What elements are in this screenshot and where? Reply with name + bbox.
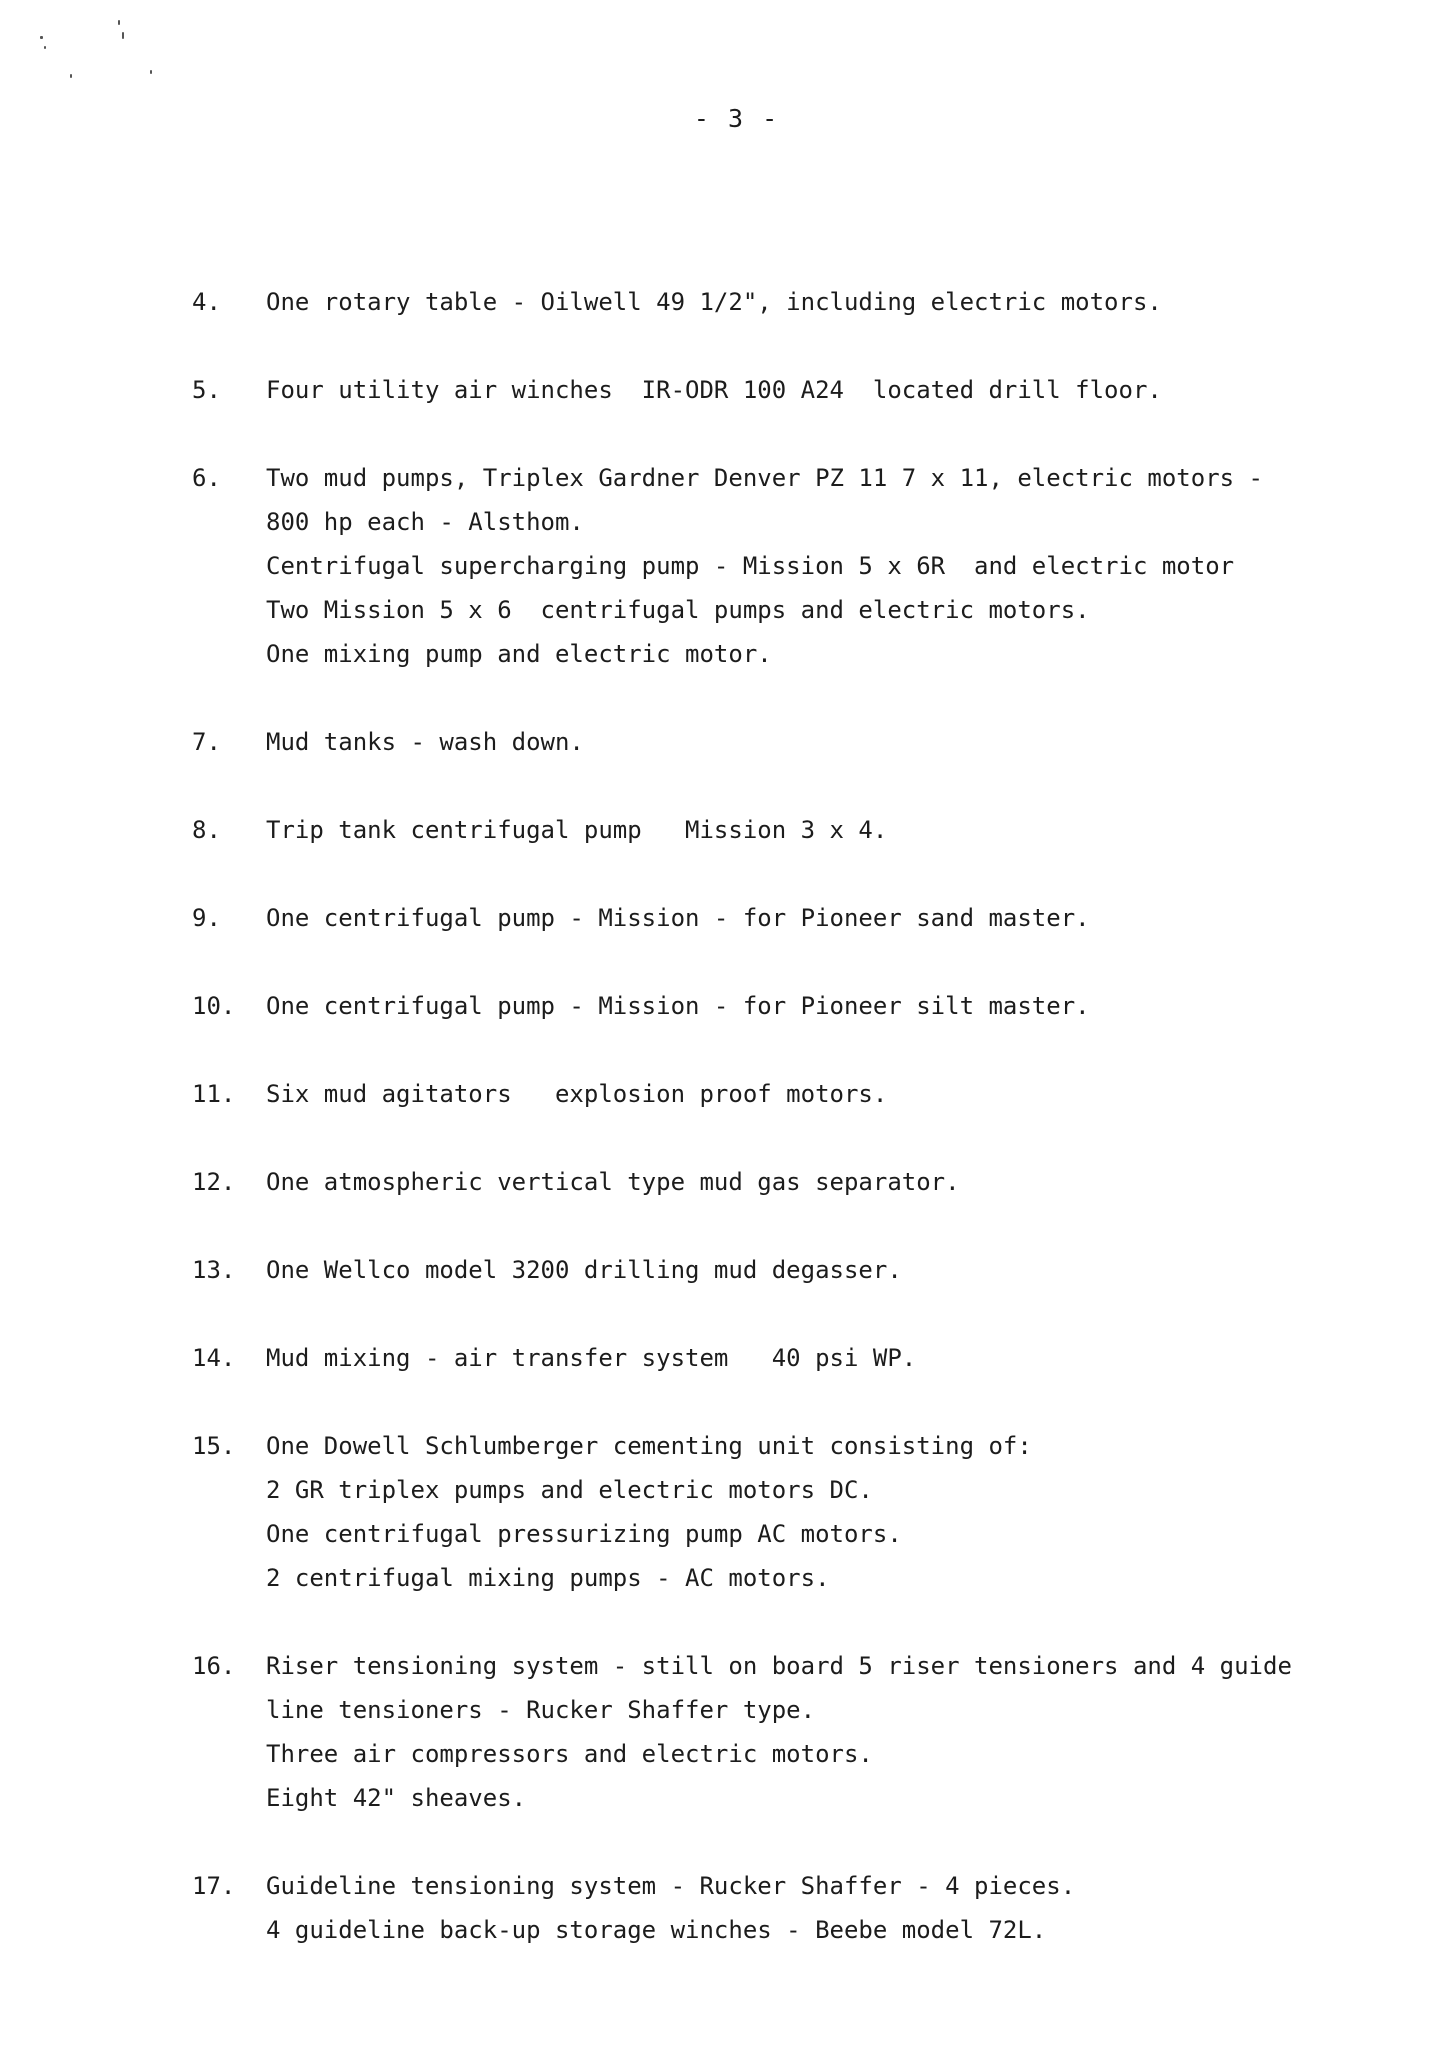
list-item <box>192 1424 1372 1600</box>
item-text <box>266 368 1372 412</box>
item-spacer <box>192 852 1372 896</box>
item-line: One atmospheric vertical type mud gas separator. <box>266 1168 960 1196</box>
item-line: Two Mission 5 x 6 centrifugal pumps and electric motors. <box>266 596 1090 624</box>
list-item <box>192 1864 1372 1952</box>
scan-speck <box>150 70 152 74</box>
item-spacer <box>192 412 1372 456</box>
list-item <box>192 984 1372 1028</box>
item-text <box>266 456 1372 676</box>
item-number: 6. <box>192 464 221 492</box>
list-item <box>192 1336 1372 1380</box>
item-number: 13. <box>192 1256 236 1284</box>
item-text <box>266 1336 1372 1380</box>
item-number: 11. <box>192 1080 236 1108</box>
item-line: 800 hp each - Alsthom. <box>266 508 584 536</box>
item-text <box>266 896 1372 940</box>
item-line: Riser tensioning system - still on board 5 riser tensioners and 4 guide <box>266 1652 1292 1680</box>
item-line: Centrifugal supercharging pump - Mission 5 x 6R and electric motor <box>266 552 1235 580</box>
item-line: One centrifugal pump - Mission - for Pioneer sand master. <box>266 904 1090 932</box>
item-spacer <box>192 1028 1372 1072</box>
item-line: One Wellco model 3200 drilling mud degasser. <box>266 1256 902 1284</box>
item-text <box>266 280 1372 324</box>
item-number: 9. <box>192 904 221 932</box>
scan-speck <box>40 36 43 39</box>
equipment-list <box>192 280 1372 1952</box>
item-text <box>266 1160 1372 1204</box>
item-number: 17. <box>192 1872 236 1900</box>
list-item <box>192 456 1372 676</box>
item-text <box>266 1644 1372 1820</box>
list-item <box>192 1160 1372 1204</box>
item-text <box>266 1864 1372 1952</box>
list-item <box>192 720 1372 764</box>
item-line: Eight 42" sheaves. <box>266 1784 527 1812</box>
item-line: line tensioners - Rucker Shaffer type. <box>266 1696 816 1724</box>
item-line: 4 guideline back-up storage winches - Beebe model 72L. <box>266 1916 1047 1944</box>
item-line: One rotary table - Oilwell 49 1/2", including electric motors. <box>266 288 1162 316</box>
list-item <box>192 1072 1372 1116</box>
list-item <box>192 368 1372 412</box>
item-number: 15. <box>192 1432 236 1460</box>
list-item <box>192 808 1372 852</box>
item-line: Trip tank centrifugal pump Mission 3 x 4. <box>266 816 888 844</box>
item-line: Four utility air winches IR-ODR 100 A24 located drill floor. <box>266 376 1162 404</box>
item-text <box>266 1072 1372 1116</box>
item-text <box>266 984 1372 1028</box>
item-spacer <box>192 764 1372 808</box>
item-spacer <box>192 1292 1372 1336</box>
list-item <box>192 1248 1372 1292</box>
item-spacer <box>192 1820 1372 1864</box>
scan-speck <box>122 32 124 39</box>
item-line: Three air compressors and electric motors. <box>266 1740 873 1768</box>
item-line: One Dowell Schlumberger cementing unit consisting of: <box>266 1432 1032 1460</box>
item-text <box>266 1248 1372 1292</box>
item-spacer <box>192 1380 1372 1424</box>
scan-speck <box>44 46 46 49</box>
item-line: Two mud pumps, Triplex Gardner Denver PZ 11 7 x 11, electric motors - <box>266 464 1263 492</box>
item-line: One mixing pump and electric motor. <box>266 640 772 668</box>
item-line: One centrifugal pump - Mission - for Pioneer silt master. <box>266 992 1090 1020</box>
item-number: 5. <box>192 376 221 404</box>
list-item <box>192 280 1372 324</box>
list-item <box>192 1644 1372 1820</box>
item-text <box>266 808 1372 852</box>
item-line: 2 centrifugal mixing pumps - AC motors. <box>266 1564 830 1592</box>
item-number: 16. <box>192 1652 236 1680</box>
item-line: Mud mixing - air transfer system 40 psi WP. <box>266 1344 917 1372</box>
item-spacer <box>192 324 1372 368</box>
item-line: Mud tanks - wash down. <box>266 728 584 756</box>
item-spacer <box>192 1204 1372 1248</box>
item-number: 7. <box>192 728 221 756</box>
item-number: 8. <box>192 816 221 844</box>
item-line: One centrifugal pressurizing pump AC motors. <box>266 1520 902 1548</box>
item-spacer <box>192 1116 1372 1160</box>
item-line: Six mud agitators explosion proof motors. <box>266 1080 888 1108</box>
item-spacer <box>192 940 1372 984</box>
item-number: 10. <box>192 992 236 1020</box>
list-item <box>192 896 1372 940</box>
item-spacer <box>192 676 1372 720</box>
page-number: - 3 - <box>693 104 780 133</box>
item-text <box>266 720 1372 764</box>
item-number: 14. <box>192 1344 236 1372</box>
item-line: Guideline tensioning system - Rucker Shaffer - 4 pieces. <box>266 1872 1076 1900</box>
item-spacer <box>192 1600 1372 1644</box>
item-number: 12. <box>192 1168 236 1196</box>
item-number: 4. <box>192 288 221 316</box>
item-line: 2 GR triplex pumps and electric motors DC. <box>266 1476 873 1504</box>
scan-speck <box>70 74 72 78</box>
scan-speck <box>118 20 120 25</box>
item-text <box>266 1424 1372 1600</box>
